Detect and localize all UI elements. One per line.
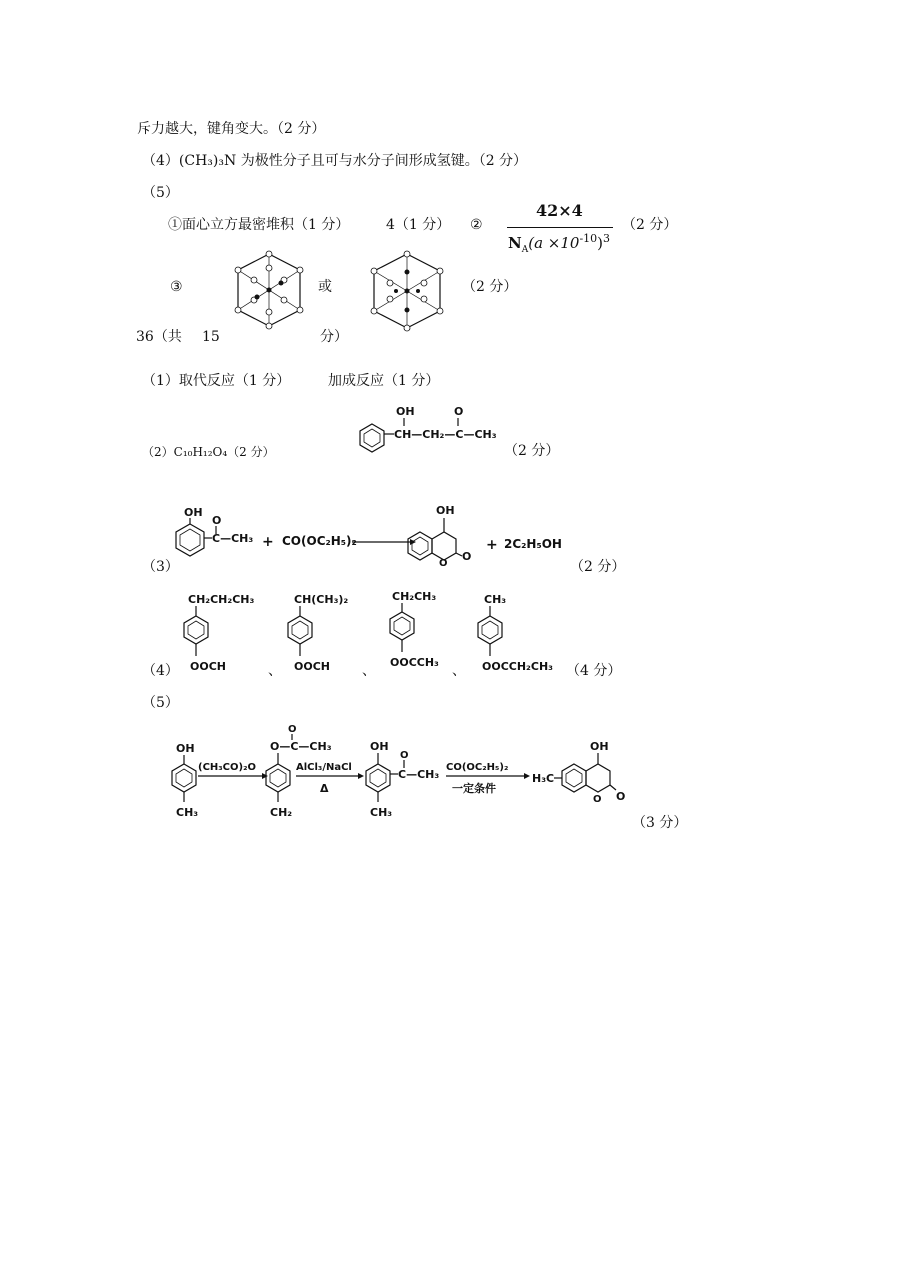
syn-int2-ch3: CH₃ <box>370 806 393 819</box>
syn-int2-c-ch3: C—CH₃ <box>398 768 440 781</box>
fraction-numerator: 42×4 <box>536 201 583 220</box>
q3-prod-oh: OH <box>436 504 455 517</box>
structure-q2 <box>358 404 508 452</box>
line-2-formula: (CH₃)₃N <box>178 153 237 169</box>
syn-start-ch3: CH₃ <box>176 806 199 819</box>
q3-oh: OH <box>184 506 203 519</box>
q5-part3-score: （2 分） <box>462 279 518 295</box>
q36-header-a: 36（共 <box>136 329 182 345</box>
q3-prod-ring-o: O <box>439 558 448 569</box>
isomer-2-sub: CH(CH₃)₂ <box>294 593 349 606</box>
isomer-1 <box>172 590 262 674</box>
isomer-sep-1: 、 <box>268 663 282 679</box>
syn-int1-o: O <box>288 724 297 735</box>
isomer-3 <box>384 584 464 668</box>
q3-plus-2: + <box>486 537 498 553</box>
syn-reagent-2: AlCl₃/NaCl <box>296 762 352 773</box>
q5-part2-label: ② <box>470 217 483 233</box>
q2-oh: OH <box>396 405 415 418</box>
isomer-4-ester: OOCCH₂CH₃ <box>482 660 553 673</box>
isomer-1-sub: CH₂CH₂CH₃ <box>188 593 255 606</box>
isomer-2 <box>284 590 374 674</box>
syn-int2-oh: OH <box>370 740 389 753</box>
isomer-3-ester: OOCCH₃ <box>390 656 439 669</box>
syn-h3c: H₃C <box>532 772 555 785</box>
crystal-diagram-1 <box>234 250 304 330</box>
q36-s2-score: （2 分） <box>504 443 560 459</box>
q36-s3-label: （3） <box>142 559 179 575</box>
syn-prod-oh: OH <box>590 740 609 753</box>
fraction-na: N <box>508 234 522 252</box>
isomer-2-ester: OOCH <box>294 660 330 673</box>
isomer-4-sub: CH₃ <box>484 593 507 606</box>
q36-s4-label: （4） <box>142 663 179 679</box>
q3-ethanol: 2C₂H₅OH <box>504 537 562 551</box>
q36-s1: （1）取代反应（1 分） <box>142 373 291 389</box>
syn-prod-o: O <box>616 790 626 803</box>
q36-s4-score: （4 分） <box>566 663 622 679</box>
q3-o: O <box>212 514 222 527</box>
q36-s3-score: （2 分） <box>570 559 626 575</box>
structure-q3-product <box>404 502 494 569</box>
q36-s5-label: （5） <box>142 695 179 711</box>
crystal-diagram-2 <box>370 250 444 332</box>
syn-reagent-3: CO(OC₂H₅)₂ <box>446 762 509 773</box>
line-3: （5） <box>142 185 179 201</box>
line-2-text: 为极性分子且可与水分子间形成氢键。（2 分） <box>236 153 528 169</box>
isomer-1-ester: OOCH <box>190 660 226 673</box>
q36-header-c: 分） <box>320 329 348 345</box>
q36-s1b: 加成反应（1 分） <box>328 373 440 389</box>
isomer-sep-3: 、 <box>452 663 466 679</box>
fraction-denominator <box>508 233 610 255</box>
line-1: 斥力越大，键角变大。（2 分） <box>137 121 326 137</box>
q36-header-b: 15 <box>202 329 220 345</box>
line-2-label: （4） <box>142 153 179 169</box>
q36-s5-score: （3 分） <box>632 815 688 831</box>
q5-part1b: 4（1 分） <box>386 217 451 233</box>
structure-q3-reactant <box>172 504 252 564</box>
q3-plus-1: + <box>262 534 274 550</box>
syn-int1-ch2: CH₂ <box>270 806 293 819</box>
q2-o: O <box>454 405 464 418</box>
syn-start-oh: OH <box>176 742 195 755</box>
fraction-exp: -10 <box>579 232 598 245</box>
fraction-bar <box>507 227 613 228</box>
fraction-na-sub: A <box>521 245 529 255</box>
isomer-sep-2: 、 <box>362 663 376 679</box>
q5-part1: ①面心立方最密堆积（1 分） <box>168 217 350 233</box>
syn-reagent-1: (CH₃CO)₂O <box>198 762 256 773</box>
q36-s2: （2）C₁₀H₁₂O₄（2 分） <box>142 445 275 459</box>
line-2 <box>142 154 527 168</box>
fraction-pow: 3 <box>603 232 611 245</box>
syn-int1-ester: O—C—CH₃ <box>270 740 332 753</box>
synthesis-route <box>170 722 650 822</box>
q2-chain: CH—CH₂—C—CH₃ <box>394 428 497 441</box>
q3-reagent: CO(OC₂H₅)₂ <box>282 534 357 548</box>
q5-part3-label: ③ <box>170 279 183 295</box>
syn-int2-o: O <box>400 750 409 761</box>
syn-prod-ring-o: O <box>593 794 602 805</box>
q5-part2-score: （2 分） <box>622 217 678 233</box>
fraction-close: ) <box>597 234 604 252</box>
q3-c-ch3: C—CH₃ <box>212 532 254 545</box>
q5-or: 或 <box>318 279 332 295</box>
syn-delta: Δ <box>320 782 329 795</box>
q3-prod-o: O <box>462 550 472 563</box>
isomer-4 <box>468 590 568 674</box>
fraction-rest: (a ×10 <box>528 234 580 252</box>
syn-condition: 一定条件 <box>452 782 496 795</box>
isomer-3-sub: CH₂CH₃ <box>392 590 437 603</box>
